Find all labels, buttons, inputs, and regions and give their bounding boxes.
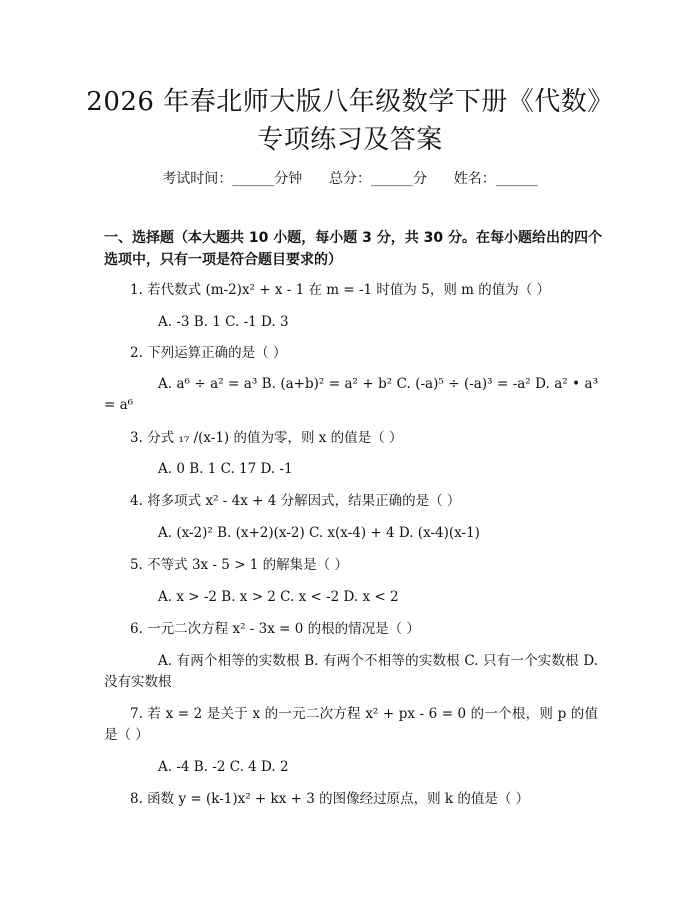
question-7-options: A. -4 B. -2 C. 4 D. 2 [158, 759, 289, 775]
question-3: 3. 分式 ₁₇ /(x-1) 的值为零，则 x 的值是（ ） [130, 430, 403, 446]
document-title-line1: 2026 年春北师大版八年级数学下册《代数》 [86, 87, 614, 117]
question-5-options: A. x > -2 B. x > 2 C. x < -2 D. x < 2 [158, 589, 399, 605]
question-4: 4. 将多项式 x² - 4x + 4 分解因式，结果正确的是（ ） [130, 493, 461, 509]
question-7: 7. 若 x = 2 是关于 x 的一元二次方程 x² + px - 6 = 0 的一个根，则 p 的值是（ ） [104, 706, 598, 743]
question-6-options: A. 有两个相等的实数根 B. 有两个不相等的实数根 C. 只有一个实数根 D. 没有实数根 [104, 653, 598, 690]
question-2-options: A. a⁶ ÷ a² = a³ B. (a+b)² = a² + b² C. (-a)⁵ ÷ (-a)³ = -a² D. a² • a³ = a⁶ [104, 376, 598, 413]
question-8: 8. 函数 y = (k-1)x² + kx + 3 的图像经过原点，则 k 的值是（ ） [130, 791, 530, 807]
question-2: 2. 下列运算正确的是（ ） [130, 345, 287, 361]
question-6: 6. 一元二次方程 x² - 3x = 0 的根的情况是（ ） [130, 621, 420, 637]
question-5: 5. 不等式 3x - 5 > 1 的解集是（ ） [130, 557, 348, 573]
document-title-line2: 专项练习及答案 [257, 125, 443, 155]
exam-info-line: 考试时间：______分钟 总分：______分 姓名：______ [162, 171, 538, 187]
question-3-options: A. 0 B. 1 C. 17 D. -1 [158, 461, 293, 477]
question-1: 1. 若代数式 (m-2)x² + x - 1 在 m = -1 时值为 5，则 m 的值为（ ） [130, 282, 550, 298]
question-1-options: A. -3 B. 1 C. -1 D. 3 [158, 314, 289, 330]
question-4-options: A. (x-2)² B. (x+2)(x-2) C. x(x-4) + 4 D. (x-4)(x-1) [158, 525, 480, 541]
section-heading: 一、选择题（本大题共 10 小题，每小题 3 分，共 30 分。在每小题给出的四个选项中，只有一项是符合题目要求的） [104, 230, 602, 268]
